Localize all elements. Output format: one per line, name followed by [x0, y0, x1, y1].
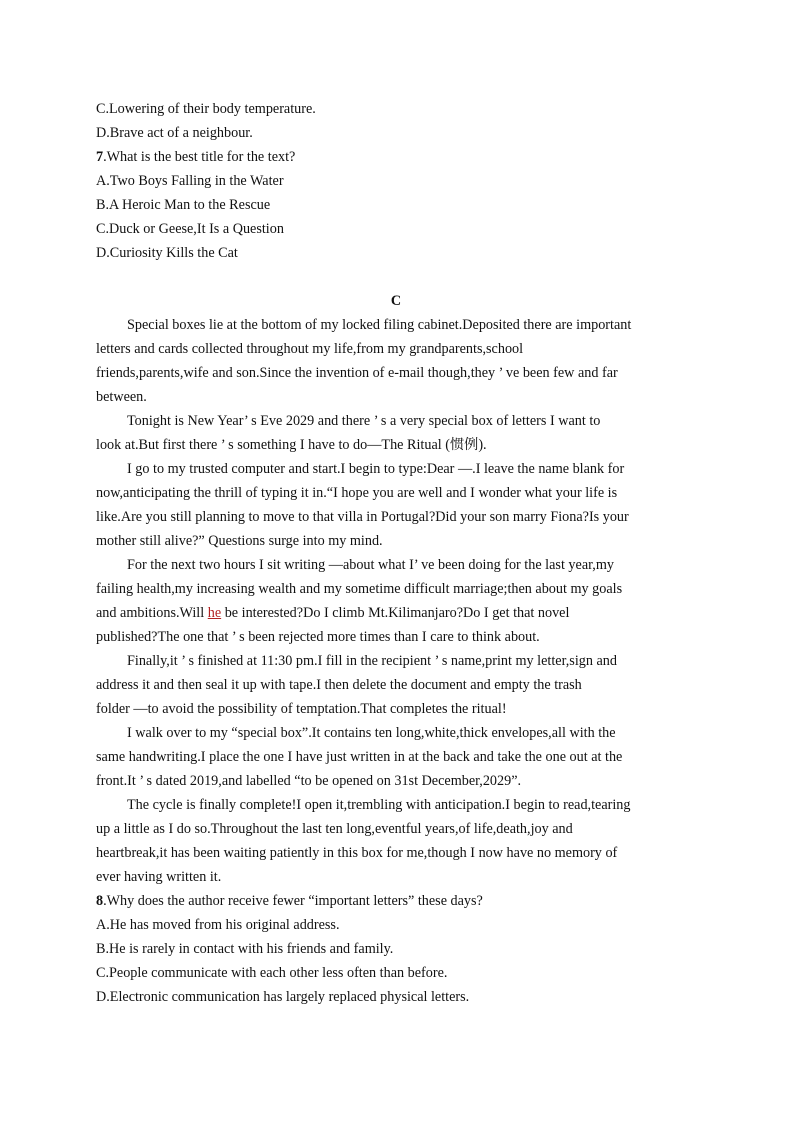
- q8-option-a: A.He has moved from his original address.: [96, 917, 340, 933]
- passage-text: be interested?Do I climb Mt.Kilimanjaro?Do I get that novel: [221, 605, 570, 621]
- q6-option-c: C.Lowering of their body temperature.: [96, 101, 316, 117]
- passage-line: address it and then seal it up with tape.I then delete the document and empty the trash: [96, 677, 582, 693]
- passage-line: like.Are you still planning to move to that villa in Portugal?Did your son marry Fiona?Is your: [96, 509, 629, 525]
- q8-question: [96, 889, 696, 913]
- passage-line: look at.But first there ’ s something I have to do—The Ritual (惯例).: [96, 437, 487, 453]
- passage-line: failing health,my increasing wealth and my sometime difficult marriage;then about my goals: [96, 581, 623, 597]
- passage-line: mother still alive?” Questions surge into my mind.: [96, 533, 383, 549]
- passage-line: Finally,it ’ s finished at 11:30 pm.I fill in the recipient ’ s name,print my letter,sign and: [127, 653, 617, 669]
- passage-line: up a little as I do so.Throughout the last ten long,eventful years,of life,death,joy and: [96, 821, 573, 837]
- section-heading: C: [390, 293, 402, 309]
- passage-line: I walk over to my “special box”.It contains ten long,white,thick envelopes,all with the: [127, 725, 616, 741]
- passage-line: letters and cards collected throughout my life,from my grandparents,school: [96, 341, 524, 357]
- passage-line: same handwriting.I place the one I have just written in at the back and take the one out at the: [96, 749, 623, 765]
- passage-line: folder —to avoid the possibility of temptation.That completes the ritual!: [96, 701, 507, 717]
- passage-line: friends,parents,wife and son.Since the invention of e-mail though,they ’ ve been few and far: [96, 365, 618, 381]
- passage-line: For the next two hours I sit writing —about what I’ ve been doing for the last year,my: [127, 557, 614, 573]
- passage-line: ever having written it.: [96, 869, 222, 885]
- q8-option-b: B.He is rarely in contact with his friends and family.: [96, 941, 394, 957]
- q8-number: 8: [96, 893, 104, 909]
- passage-line: front.It ’ s dated 2019,and labelled “to be opened on 31st December,2029”.: [96, 773, 522, 789]
- spacer: [96, 265, 696, 289]
- q6-option-d: D.Brave act of a neighbour.: [96, 125, 253, 141]
- q7-question: [96, 145, 696, 169]
- passage-text: and ambitions.Will: [96, 605, 208, 621]
- passage-line: The cycle is finally complete!I open it,trembling with anticipation.I begin to read,tearing: [127, 797, 631, 813]
- q8-option-c: C.People communicate with each other less often than before.: [96, 965, 448, 981]
- passage-line: between.: [96, 389, 147, 405]
- passage-line: published?The one that ’ s been rejected more times than I care to think about.: [96, 629, 540, 645]
- q8-option-d: D.Electronic communication has largely replaced physical letters.: [96, 989, 470, 1005]
- passage-line: now,anticipating the thrill of typing it in.“I hope you are well and I wonder what your life is: [96, 485, 618, 501]
- passage: [96, 313, 696, 889]
- q8-stem: .Why does the author receive fewer “important letters” these days?: [103, 893, 483, 909]
- q7-option-c: C.Duck or Geese,It Is a Question: [96, 221, 284, 237]
- q7-number: 7: [96, 149, 104, 165]
- q7-option-b: B.A Heroic Man to the Rescue: [96, 197, 271, 213]
- highlighted-word: he: [207, 605, 222, 621]
- document-content: [96, 97, 696, 1009]
- passage-line: Special boxes lie at the bottom of my locked filing cabinet.Deposited there are important: [127, 317, 632, 333]
- q7-stem: .What is the best title for the text?: [103, 149, 296, 165]
- passage-line: heartbreak,it has been waiting patiently in this box for me,though I now have no memory of: [96, 845, 618, 861]
- passage-line: [96, 601, 696, 625]
- passage-line: I go to my trusted computer and start.I begin to type:Dear —.I leave the name blank for: [127, 461, 625, 477]
- q7-option-d: D.Curiosity Kills the Cat: [96, 245, 238, 261]
- passage-line: Tonight is New Year’ s Eve 2029 and there ’ s a very special box of letters I want to: [127, 413, 601, 429]
- q7-option-a: A.Two Boys Falling in the Water: [96, 173, 284, 189]
